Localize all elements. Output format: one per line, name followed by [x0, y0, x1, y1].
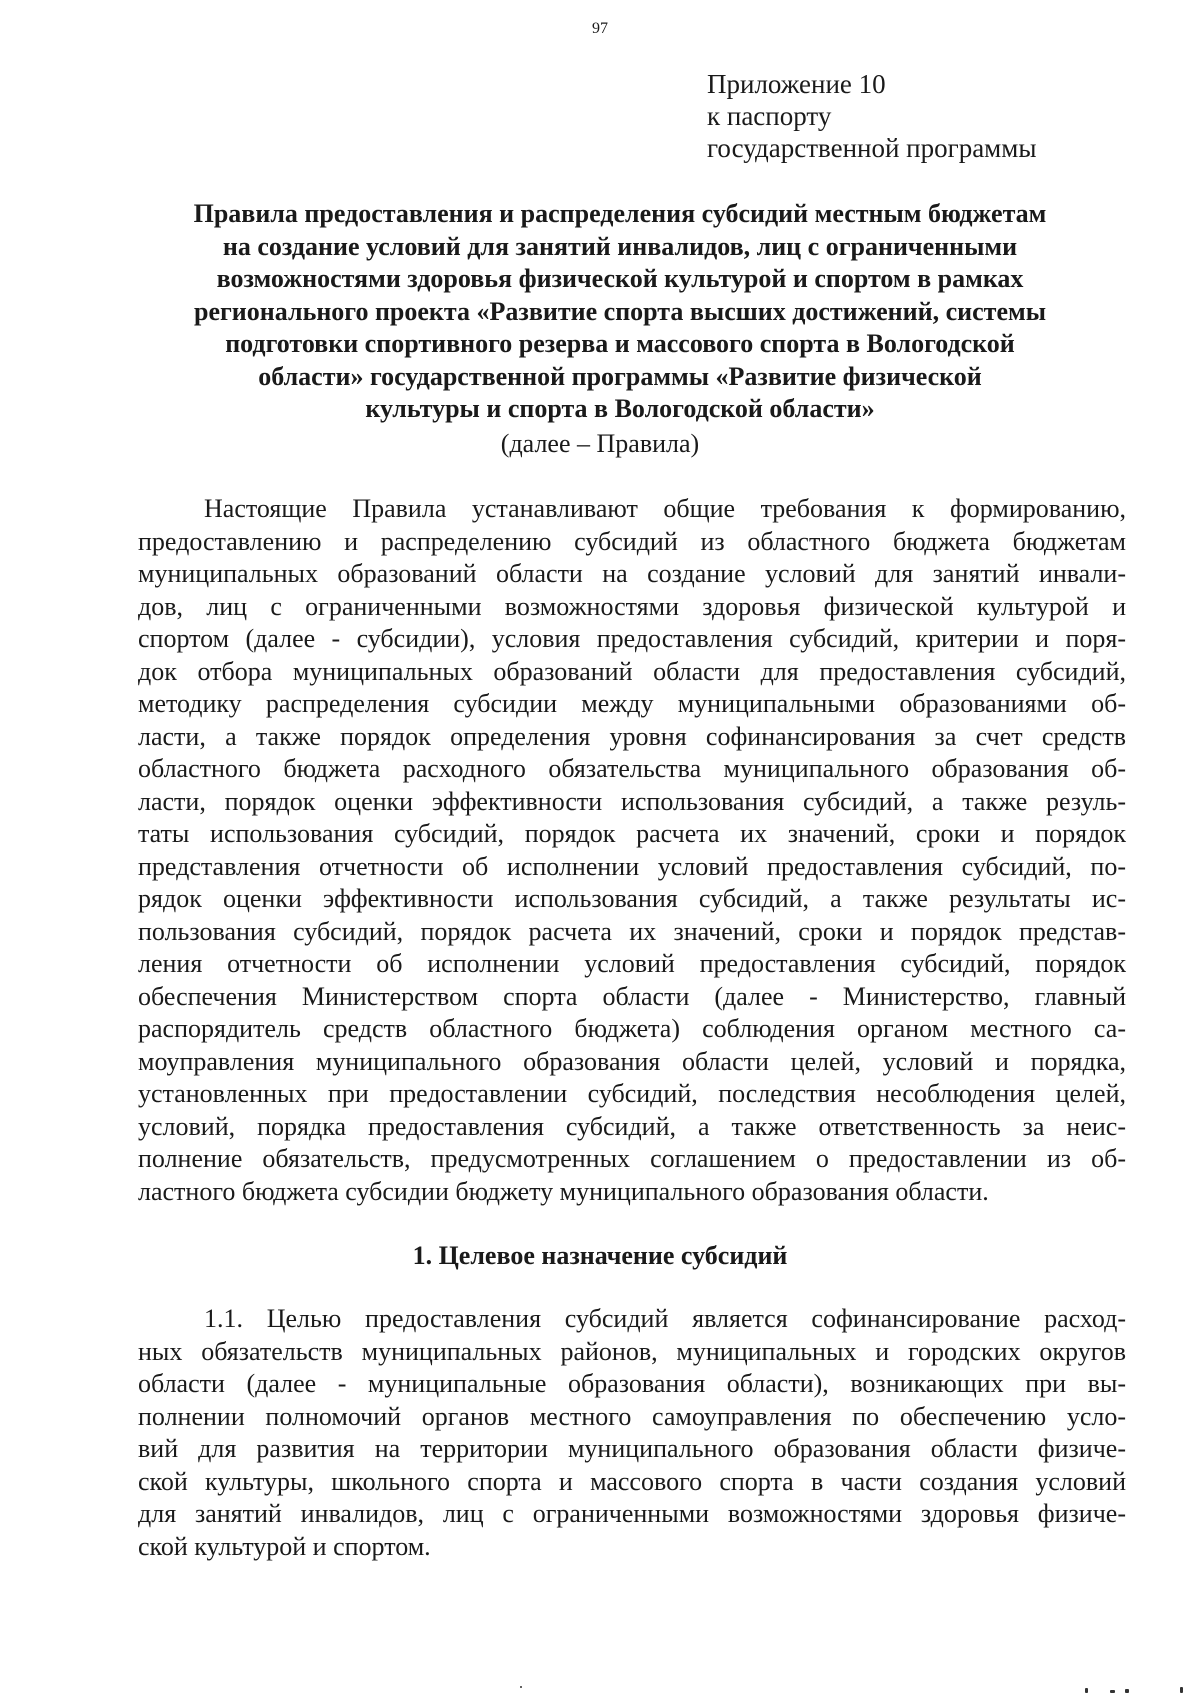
paragraph-line: муниципальных образований области на создание условий для занятий инвали- — [138, 559, 1126, 588]
paragraph-line: для занятий инвалидов, лиц с ограниченными возможностями здоровья физиче- — [138, 1499, 1126, 1528]
title-subtitle: (далее – Правила) — [500, 429, 700, 458]
title-line: культуры и спорта в Вологодской области» — [365, 394, 875, 423]
page-number: 97 — [592, 20, 608, 37]
appendix-reference — [707, 68, 1037, 164]
paragraph-line: распорядитель средств областного бюджета) соблюдения органом местного са- — [138, 1014, 1126, 1043]
paragraph-line: таты использования субсидий, порядок расчета их значений, сроки и порядок — [138, 819, 1126, 848]
paragraph-line: ластного бюджета субсидии бюджету муниципального образования области. — [138, 1176, 989, 1206]
appendix-line: Приложение 10 — [707, 69, 886, 99]
paragraph-line: ской культурой и спортом. — [138, 1531, 431, 1561]
paragraph-line: моуправления муниципального образования области целей, условий и порядка, — [138, 1046, 1126, 1076]
clause-1-1-paragraph — [138, 1303, 1126, 1563]
paragraph-line: 1.1. Целью предоставления субсидий является софинансирование расход- — [204, 1304, 1126, 1333]
scan-speck — [1085, 1688, 1088, 1693]
paragraph-line: спортом (далее - субсидии), условия предоставления субсидий, критерии и поря- — [138, 624, 1126, 653]
paragraph-line: ской культуры, школьного спорта и массового спорта в части создания условий — [138, 1466, 1126, 1496]
section-heading: 1. Целевое назначение субсидий — [412, 1241, 788, 1270]
scan-artifacts — [520, 1684, 1200, 1694]
paragraph-line: вий для развития на территории муниципального образования области физиче- — [138, 1434, 1126, 1463]
paragraph-line: предоставлению и распределению субсидий из областного бюджета бюджетам — [138, 526, 1126, 556]
paragraph-line: области (далее - муниципальные образования области), возникающих при вы- — [138, 1369, 1126, 1398]
paragraph-line: методику распределения субсидии между муниципальными образованиями об- — [138, 689, 1126, 718]
paragraph-line: установленных при предоставлении субсидий, последствия несоблюдения целей, — [138, 1079, 1126, 1108]
paragraph-line: дов, лиц с ограниченными возможностями здоровья физической культурой и — [138, 591, 1126, 621]
title-line: области» государственной программы «Развитие физической — [258, 361, 982, 391]
scan-speck — [1180, 1687, 1183, 1693]
paragraph-line: полнении полномочий органов местного самоуправления по обеспечению усло- — [138, 1401, 1126, 1431]
paragraph-line: областного бюджета расходного обязательства муниципального образования об- — [138, 754, 1126, 783]
appendix-line: к паспорту — [707, 101, 832, 131]
paragraph-line: ных обязательств муниципальных районов, муниципальных и городских округов — [138, 1336, 1126, 1366]
paragraph-line: условий, порядка предоставления субсидий, а также ответственность за неис- — [138, 1111, 1126, 1141]
paragraph-line: пользования субсидий, порядок расчета их значений, сроки и порядок представ- — [138, 916, 1126, 946]
title-line: подготовки спортивного резерва и массового спорта в Вологодской — [225, 329, 1015, 358]
paragraph-line: ласти, а также порядок определения уровня софинансирования за счет средств — [138, 721, 1126, 751]
title-line: на создание условий для занятий инвалидов, лиц с ограниченными — [222, 231, 1018, 261]
paragraph-line: Настоящие Правила устанавливают общие требования к формированию, — [204, 494, 1126, 523]
appendix-line: государственной программы — [707, 133, 1037, 163]
paragraph-line: рядок оценки эффективности использования субсидий, а также результаты ис- — [138, 884, 1126, 913]
paragraph-line: док отбора муниципальных образований области для предоставления субсидий, — [138, 656, 1126, 686]
title-line: регионального проекта «Развитие спорта высших достижений, системы — [193, 296, 1047, 326]
title-line: возможностями здоровья физической культурой и спортом в рамках — [216, 264, 1024, 293]
scan-speck — [1125, 1689, 1129, 1693]
paragraph-line: ласти, порядок оценки эффективности использования субсидий, а также резуль- — [138, 786, 1126, 816]
scan-speck — [1110, 1690, 1115, 1693]
paragraph-line: ления отчетности об исполнении условий предоставления субсидий, порядок — [138, 949, 1126, 978]
scan-speck — [520, 1686, 522, 1688]
document-title — [140, 198, 1100, 426]
paragraph-line: полнение обязательств, предусмотренных соглашением о предоставлении из об- — [138, 1144, 1126, 1173]
title-line: Правила предоставления и распределения субсидий местным бюджетам — [193, 199, 1047, 228]
paragraph-line: представления отчетности об исполнении условий предоставления субсидий, по- — [138, 851, 1126, 881]
intro-paragraph — [138, 493, 1126, 1208]
paragraph-line: обеспечения Министерством спорта области (далее - Министерство, главный — [138, 981, 1126, 1011]
